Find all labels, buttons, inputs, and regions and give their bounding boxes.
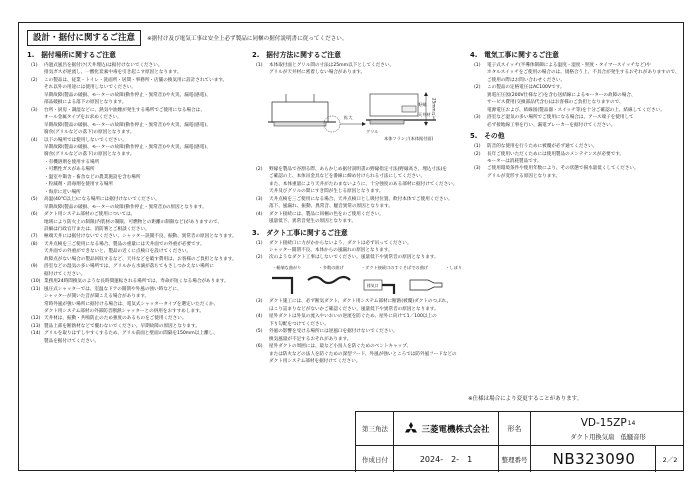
item-line: 排気ガスが逆流し、一酸化炭素中毒を引き起こす原因となります。 [44, 70, 182, 76]
item-line: 下り勾配をつけてください。 [269, 321, 329, 327]
model-label: 形名 [507, 424, 522, 433]
item-line: 防音的な使用を行うために被覆が必ず通てください。 [487, 144, 598, 150]
item-line: 早期故障(製品の破損、モーターの故障(動作停止・異常音))や火災、漏電(感電)、 [44, 122, 211, 128]
section-4-5-column [470, 50, 680, 180]
item-line: この製品は、従業・トイレ・洗面所・居間・事務所・店舗の換気用に設計されています。 [44, 77, 228, 83]
item-line: ダクト接続には、製品に同梱の色をのご使用ください。 [269, 211, 384, 217]
item-line: 部品破損による落下の原因となります。 [44, 100, 127, 106]
item-line: この製品の定格電圧はAC100Vです。 [487, 85, 565, 91]
item-line: それ以外の用途には使用しないでください。 [44, 85, 136, 91]
item-line: 天井点検を三ご使用になる場合、天井点検口とし吸付位置、飲付本体でご使用ください。 [269, 196, 453, 202]
item-line: 高温(40℃以上)になる場所には据付けないでください。 [44, 197, 160, 203]
item-line: サービス費用(交換部品代含む)はお客様のご負担となりますので、 [487, 100, 624, 106]
item-line: 以下の場所では使用しないでください。 [44, 137, 127, 143]
item-line: 屋外ダクトは外気の流入やいおいの逆流を防ぐため、屋外に向けて1／100以上の [269, 314, 437, 320]
list-item [27, 241, 245, 263]
list-item [27, 137, 245, 197]
model-number: VD-15ZP [580, 417, 627, 429]
model-number-block [533, 416, 683, 430]
item-line: 腐食(グリルなどの落下)の原因となります。 [44, 152, 135, 158]
item-number: (4) [256, 314, 263, 320]
item-line: グリルが天井材に密着しない場合があります。 [269, 70, 366, 76]
item-number: (4) [31, 137, 38, 143]
item-line: ・可燃性ガスがある場所 [44, 167, 95, 173]
item-number: (3) [474, 115, 481, 121]
section-3-items-b [252, 298, 462, 365]
date-label: 作成日付 [362, 455, 388, 464]
section-2-items-a [252, 62, 462, 77]
list-item [252, 343, 462, 365]
item-line: 地域により防火上の制限(内装材の制限、可燃物との距離の制限など)がありますので、 [44, 219, 223, 225]
item-line: ダクト用システム部材を据付けてください。 [269, 358, 361, 364]
item-number: (11) [31, 286, 41, 292]
item-line: 浴室など湿気の多い場所でご使用になる場合は、アース端子を使用して [487, 115, 634, 121]
list-item [252, 62, 462, 77]
item-line: 詳細は行政官庁または、消防署とご相談ください。 [44, 226, 150, 232]
item-line: ご確認の上、本体吊金具などを番線に締め付けられる寸法にしてください。 [269, 174, 426, 180]
section-3-items-a [252, 240, 462, 262]
item-line: 内過式風呂を据付け(天井埋込)は据付けないでください。 [44, 63, 163, 68]
duct-diagram-svg [266, 272, 462, 298]
item-line: 風圧式シャッターでは、室温なドアの開閉や外風の強い時などに、 [44, 286, 182, 292]
ceiling-install-diagram [266, 80, 462, 162]
mitsubishi-logo-icon [404, 422, 418, 435]
item-line: 風量低下、異常音発生の原因となります。 [269, 219, 356, 225]
section-4-items [470, 62, 680, 129]
item-number: (1) [474, 144, 481, 150]
number-label: 整理番号 [501, 455, 528, 464]
fig-label-ceiling: 天井材 [418, 111, 431, 117]
item-line: 次のようなダクト工事はしないでください。風量低下や異常音の原因となります。 [269, 255, 439, 261]
item-line: 製品上部を断熱材などで覆わないでください。早期故障の原因となります。 [44, 323, 200, 329]
list-item [27, 323, 245, 330]
duct-label-many-bends: ・多数の曲げ [318, 264, 344, 270]
item-number: (2) [474, 85, 481, 91]
item-number: (1) [31, 63, 38, 68]
item-number: (3) [474, 166, 481, 172]
list-item [470, 165, 680, 180]
item-line: または防火などの法人を防ぐための深型フード、外風が強いところでは防外風フードなどの [269, 351, 457, 357]
spec-change-note: ※仕様は場合により変更することがあります。 [468, 396, 583, 402]
third-angle-label: 第三角法 [362, 425, 388, 433]
item-line: 必ず接地線工事を行い、漏電ブレーカーを据付けてください。 [487, 122, 616, 128]
section-2-3-column [252, 50, 462, 365]
item-number: (3) [256, 299, 263, 305]
item-number: (6) [256, 344, 263, 350]
list-item [470, 62, 680, 84]
list-item [470, 151, 680, 166]
list-item [252, 313, 462, 328]
section-2-items-b [252, 166, 462, 226]
drawing-number: NB323090 [552, 450, 636, 468]
list-item [252, 196, 462, 211]
list-item [27, 278, 245, 285]
item-line: 外風の影響を受ける場所には逆風口を据付けないでください。 [269, 329, 398, 335]
item-line: 台所・厨房・調湿などに、熱気や油煙が発生する場所でご使用になる場合は、 [44, 107, 205, 113]
maker-name: 三菱電機株式会社 [421, 424, 490, 435]
item-line: ダクト施工には、必ず断気ダクト、ダクト用システム部材に断熱(被覆)ダクトのつぶれ、 [269, 299, 452, 305]
list-item [27, 330, 245, 345]
item-number: (6) [31, 212, 38, 218]
item-number: (8) [31, 241, 38, 247]
fig-label-25mm: 25mm以下 [431, 97, 437, 120]
item-number: (12) [31, 316, 41, 322]
list-item [252, 240, 462, 255]
item-line: グリルが変形する原因となります。 [487, 173, 561, 179]
item-line: 屋外ダクトの周囲には、最など小鳥人を防ぐためのベントキャップ、 [269, 344, 412, 350]
list-item [27, 315, 245, 322]
item-number: (2) [31, 77, 38, 83]
item-line: 本体取付面とグリル間の寸法は25mm以下としてください。 [269, 63, 395, 68]
item-number: (2) [256, 166, 263, 172]
item-line: 天井面での外重ができないと、製品の近くに点検口を設けてください。 [44, 249, 192, 255]
list-item [27, 286, 245, 316]
item-line: 腐食(グリルなどの落下)の原因となります。 [44, 130, 135, 136]
item-number: (9) [31, 264, 38, 270]
item-line: シャッター開閉不良、本体からの風漏れの原因となります。 [269, 247, 393, 253]
page-number: 2／2 [662, 455, 678, 464]
duct-bad-examples-diagram [266, 272, 462, 298]
section-5-title: 5. その他 [470, 132, 505, 141]
ceiling-diagram-svg [266, 80, 462, 162]
section-2-title: 2. 据付方法に関するご注意 [252, 51, 341, 59]
item-line: ご使用の際はお問い合わせください。 [487, 77, 566, 83]
list-item [27, 196, 245, 211]
item-line: 製品を据付けてください。 [44, 338, 100, 344]
item-number: (2) [474, 151, 481, 157]
item-line: 浴室などの湿気の多い場所では、グリルから水滴が落ちてもさしつかえない場所に [44, 264, 214, 270]
item-line: 電源電圧および、結線図(製品器・スイッチ等)を十分ご確認の上、結線してください。 [487, 107, 665, 113]
list-item [27, 211, 245, 233]
list-item [27, 62, 245, 77]
item-number: (14) [31, 331, 41, 337]
list-item [252, 328, 462, 343]
page-title: 設計・据付に関するご注意 [27, 30, 141, 46]
section-5-items [470, 143, 680, 180]
maker-block [397, 412, 497, 445]
list-item [27, 107, 245, 137]
section-1-title: 1. 据付場所に関するご注意 [27, 51, 116, 59]
item-line: 天井材は、振動・共鳴防止のため強度のあるものをご使用ください。 [44, 316, 187, 322]
item-line: 異電圧圧図(200V仕様など)を含む送結線によるモーターの故障の場合、 [487, 92, 636, 98]
duct-label-constriction: ・しぼり [445, 264, 462, 270]
creation-date: 2024- 2- 1 [419, 454, 473, 464]
title-block [355, 411, 684, 472]
item-line: 早期故障(製品の破損、モーターの故障(動作停止・異常音))の原因となります。 [44, 204, 207, 210]
fig-label-flange: 本体フランジ(本体据付面) [384, 135, 434, 141]
item-line: 天井点検を三ご使用になる場合、製品の重量には天井面での外重が必要です。 [44, 241, 205, 247]
list-item [470, 114, 680, 129]
item-number: (10) [31, 279, 41, 285]
item-number: (1) [256, 63, 263, 68]
item-line: 天井及びグリルの間にすき間が生じる原因となります。 [269, 189, 384, 195]
item-line: 据付けてください。 [44, 271, 86, 277]
list-item [252, 211, 462, 226]
list-item [470, 143, 680, 150]
section-1-items [27, 62, 245, 345]
item-line: ・有機溶剤を使用する場所 [44, 159, 100, 165]
item-line: ・粒滅剤・消毒剤を使用する場所 [44, 182, 113, 188]
item-line: ダクト用システム部材のご使用については、 [44, 212, 136, 218]
item-line: ・温室や鶏舎・畜舎などの農業施設を含む場所 [44, 174, 141, 180]
item-line: グリルを取りはずしやすくするため、グリル前面と壁面の間隔を150mm以上離し、 [44, 331, 218, 337]
list-item [27, 77, 245, 107]
list-item [252, 298, 462, 313]
list-item [252, 166, 462, 196]
item-line: モーターは消耗製品です。 [487, 158, 542, 164]
header [27, 31, 348, 45]
item-number: (5) [256, 329, 263, 335]
list-item [252, 254, 462, 261]
item-number: (4) [256, 211, 263, 217]
item-number: (1) [474, 63, 481, 68]
item-line: ホタルスイッチをご使用の場合のは、規格合う上、不具合が発生するおそれがありますので、 [487, 70, 680, 76]
item-line: 常時外風が強い場所に据付ける場合は、電気式シャッタータイプを選定いただくか、 [44, 301, 219, 307]
model-suffix: 14 [627, 419, 636, 427]
item-number: (7) [31, 234, 38, 240]
item-line: また、本体重量により天井がたわまないように、十分強度のある部材に据付けてください。 [269, 181, 458, 187]
item-line: 極端天井には据付けないでください。シャッター誤開不良、振動、異常音の原因となります。 [44, 234, 237, 240]
item-line: ・海岸に近い場所 [44, 189, 81, 195]
item-number: (3) [256, 196, 263, 202]
item-line: ほこり詰まりなどがないかご確認ください。風量低下や異常音の原因となります。 [269, 306, 439, 312]
item-line: ダクト用システム部材の外部防音断熱シャッターとの併用をおすすめします。 [44, 308, 204, 314]
item-number: (2) [256, 255, 263, 261]
list-item [27, 263, 245, 278]
section-4-title: 4. 電気工事に関するご注意 [470, 51, 559, 59]
fig-label-nobuchi: 野縁 [418, 101, 427, 107]
section-3-title: 3. ダクト工事に関するご注意 [252, 228, 348, 237]
item-number: (13) [31, 323, 41, 329]
fig-label-grille: グリル [366, 128, 379, 134]
item-line: 落下、風漏れ、振動、異常音、騒音異常の原因となります。 [269, 204, 393, 210]
item-line: 業務用24時間換気のような長時間運転される場所では、寿命が短くなる場合があります。 [44, 279, 229, 285]
duct-label-outlet: 排気口 [367, 283, 379, 289]
item-line: ご使用環境条件や使用年数により、その状態で揚水量低くしてください。 [487, 166, 639, 172]
list-item [27, 233, 245, 240]
item-line: 電子式スイッチ(半導体制御による温度・湿度・照度・タイマースイッチなど)や [487, 63, 651, 68]
fig-label-zoom: 拡大 [344, 114, 353, 120]
item-line: 長年ご使用いただくためには使用製品のメンテナンスが必要です。 [487, 151, 625, 157]
header-note: ※据付け及び電気工事は安全上必ず製品に同梱の据付説明書に従ってください。 [147, 36, 348, 42]
product-name: ダクト用換気扇 低騒音形 [570, 433, 646, 441]
item-line: ダクト接続口に力がかからないよう、ダクトは必ず吊ってください。 [269, 240, 412, 246]
item-line: シャッターが開いた音が聞こえる場合があります。 [44, 294, 150, 300]
list-item [470, 84, 680, 114]
duct-bad-examples-labels [272, 264, 462, 271]
duct-label-sharp-bend: ・極端な曲がり [272, 264, 302, 270]
item-line: 早期故障(製品の破損、モーターの故障(動作停止・異常音))や火災、漏電(感電)、 [44, 144, 211, 150]
item-number: (1) [256, 240, 263, 246]
section-1-column [27, 50, 245, 345]
item-number: (5) [31, 197, 38, 203]
item-line: 野縁を製品で谷割る際、あらかじめ据付説明書の野縁指定寸法(野縁高さ、埋込寸法)を [269, 166, 447, 172]
item-line: 早期故障(製品の破損、モーターの故障(動作停止・異常音))や火災、漏電(感電)、 [44, 92, 211, 98]
item-line: オール金属タイプをお求めください。 [44, 115, 122, 121]
item-line: 換気風量が不足するおそれがあります。 [269, 336, 352, 342]
item-line: 故障点がない場合の製品回収するなど、天井などを破す費用は、お客様のご負担となります。 [44, 256, 237, 262]
duct-label-bend-near-port: ・ダクト接続口のすぐそばでの曲げ [360, 264, 428, 270]
item-number: (3) [31, 107, 38, 113]
